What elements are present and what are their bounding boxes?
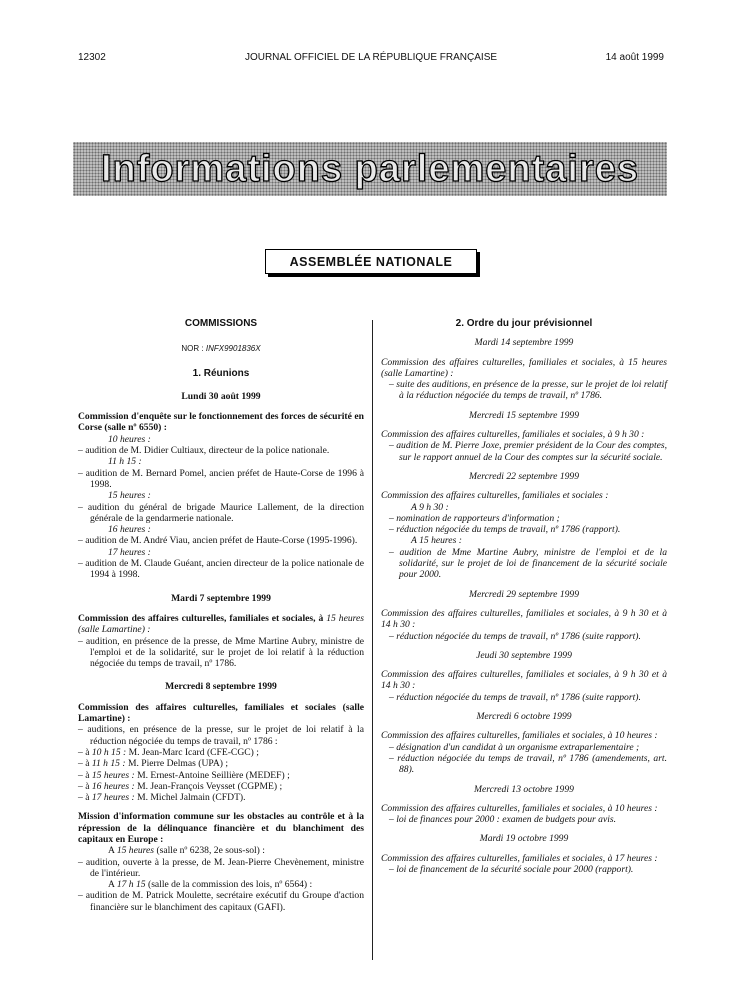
commission-name: Commission des affaires culturelles, familiales et sociales, à	[78, 612, 324, 624]
time-slot: 16 heures :	[108, 524, 151, 536]
audition-time: 15 heures :	[91, 769, 135, 781]
section-reunions: 1. Réunions	[192, 367, 250, 379]
agenda-item: – audition, ouverte à la presse, de M. Jean-Pierre Chevènement, ministre de l'intérieur.	[78, 856, 364, 879]
assembly-box	[265, 249, 477, 274]
agenda-item: – réduction négociée du temps de travail, nº 1786 (suite rapport).	[389, 630, 641, 642]
audition-entry: – à 11 h 15 : M. Pierre Delmas (UPA) ;	[78, 758, 229, 770]
agenda-item: – audition de M. Didier Cultiaux, directeur de la police nationale.	[78, 445, 330, 457]
banner-title: Informations parlementaires	[100, 147, 640, 190]
audition-person: M. Ernest-Antoine Seillière (MEDEF) ;	[137, 769, 290, 781]
room-info: (salle nº 6238, 2e sous-sol) :	[156, 845, 265, 857]
left-column	[78, 318, 364, 913]
date-heading: Mercredi 13 octobre 1999	[474, 783, 574, 795]
time-slot: A 15 heures (salle nº 6238, 2e sous-sol) :	[108, 845, 265, 857]
time-slot: 11 h 15 :	[108, 456, 142, 468]
commission-title: Commission des affaires culturelles, familiales et sociales, à 9 h 30 et à 14 h 30 :	[381, 607, 667, 631]
time-value: 17 h 15	[116, 879, 146, 891]
time-value: 15 heures	[116, 845, 155, 857]
section-ordre-du-jour: 2. Ordre du jour prévisionnel	[455, 318, 593, 329]
agenda-item: – audition de Mme Martine Aubry, ministre de l'emploi et de la solidarité, sur le projet de loi de financement de la sécurité sociale pour 2000.	[389, 546, 667, 581]
audition-entry: – à 17 heures : M. Michel Jalmain (CFDT).	[78, 792, 246, 804]
mission-title: Mission d'information commune sur les obstacles au contrôle et à la répression de la délinquance financière et du blanchiment des capitaux en Europe :	[78, 811, 364, 845]
nor-reference	[78, 343, 364, 354]
agenda-item: – audition de M. Bernard Pomel, ancien préfet de Haute-Corse de 1996 à 1998.	[78, 467, 364, 490]
date-heading: Mercredi 22 septembre 1999	[468, 470, 580, 482]
commission-time: 15 heures (salle Lamartine) :	[78, 612, 364, 636]
section-banner	[73, 142, 667, 196]
audition-entry: – à 16 heures : M. Jean-François Veysset (CGPME) ;	[78, 780, 283, 792]
audition-entry: – à 10 h 15 : M. Jean-Marc Icard (CFE-CGC) ;	[78, 746, 259, 758]
commission-title: Commission des affaires culturelles, familiales et sociales, à 17 heures :	[381, 852, 658, 864]
agenda-item: – loi de financement de la sécurité sociale pour 2000 (rapport).	[389, 863, 634, 875]
audition-person: M. Pierre Delmas (UPA) ;	[127, 758, 229, 770]
date-heading: Mardi 14 septembre 1999	[474, 337, 574, 349]
agenda-item: – audition de M. André Viau, ancien préfet de Haute-Corse (1995-1996).	[78, 535, 358, 547]
commissions-heading: COMMISSIONS	[184, 318, 258, 329]
date-heading: Mercredi 8 septembre 1999	[165, 681, 277, 693]
time-slot: 17 heures :	[108, 546, 151, 558]
agenda-item: – réduction négociée du temps de travail, nº 1786 (rapport).	[389, 524, 621, 536]
assembly-title: ASSEMBLÉE NATIONALE	[289, 254, 453, 269]
commission-title: Commission d'enquête sur le fonctionnement des forces de sécurité en Corse (salle nº 6550) :	[78, 411, 364, 434]
agenda-item: – réduction négociée du temps de travail, nº 1786 (suite rapport).	[389, 691, 641, 703]
column-divider	[372, 320, 373, 960]
audition-person: M. Jean-François Veysset (CGPME) ;	[137, 780, 283, 792]
agenda-item: – suite des auditions, en présence de la presse, sur le projet de loi relatif à la réduction négociée du temps de travail, nº 1786.	[389, 379, 667, 402]
commission-title	[78, 613, 364, 636]
agenda-item: – audition de M. Pierre Joxe, premier président de la Cour des comptes, sur le rapport annuel de la Cour des comptes sur la sécurité sociale.	[389, 440, 667, 463]
room-info: (salle de la commission des lois, nº 6564) :	[148, 879, 313, 891]
date-heading: Jeudi 30 septembre 1999	[476, 649, 572, 661]
commission-title: Commission des affaires culturelles, familiales et sociales (salle Lamartine) :	[78, 701, 364, 725]
commission-title: Commission des affaires culturelles, familiales et sociales, à 9 h 30 et à 14 h 30 :	[381, 669, 667, 692]
date-heading: Mardi 7 septembre 1999	[171, 592, 271, 604]
journal-title: JOURNAL OFFICIEL DE LA RÉPUBLIQUE FRANÇAISE	[244, 52, 498, 63]
commission-title: Commission des affaires culturelles, familiales et sociales, à 15 heures (salle Lamartine) :	[381, 356, 667, 379]
date-heading: Lundi 30 août 1999	[181, 390, 261, 402]
date-heading: Mercredi 29 septembre 1999	[468, 588, 580, 600]
agenda-item: – nomination de rapporteurs d'information ;	[389, 512, 560, 524]
issue-date: 14 août 1999	[605, 52, 664, 63]
time-slot: A 15 heures :	[411, 535, 462, 547]
agenda-item: – audition, en présence de la presse, de Mme Martine Aubry, ministre de l'emploi et de la solidarité, sur le projet de loi relatif à la réduction négociée du temps de travail, nº 1786.	[78, 635, 364, 670]
time-slot: A 17 h 15 (salle de la commission des lois, nº 6564) :	[108, 879, 313, 891]
page-header	[78, 52, 664, 68]
audition-time: 11 h 15 :	[91, 758, 126, 770]
commission-title: Commission des affaires culturelles, familiales et sociales, à 9 h 30 :	[381, 429, 645, 441]
audition-person: M. Michel Jalmain (CFDT).	[137, 792, 246, 804]
page-number: 12302	[78, 52, 106, 63]
time-slot: 15 heures :	[108, 490, 151, 502]
agenda-item: – audition de M. Claude Guéant, ancien directeur de la police nationale de 1994 à 1998.	[78, 558, 364, 581]
audition-time: 10 h 15 :	[91, 746, 127, 758]
agenda-item: – audition du général de brigade Maurice Lallement, de la direction générale de la gendarmerie nationale.	[78, 501, 364, 524]
agenda-item: – désignation d'un candidat à un organisme extraparlementaire ;	[389, 741, 640, 753]
commission-title: Commission des affaires culturelles, familiales et sociales :	[381, 490, 609, 502]
time-slot: 10 heures :	[108, 433, 151, 445]
date-heading: Mercredi 15 septembre 1999	[468, 409, 580, 421]
agenda-item: – loi de finances pour 2000 : examen de budgets pour avis.	[389, 814, 617, 826]
time-slot: A 9 h 30 :	[411, 501, 449, 513]
date-heading: Mercredi 6 octobre 1999	[476, 711, 572, 723]
audition-time: 16 heures :	[91, 780, 135, 792]
right-column	[381, 318, 667, 875]
date-heading: Mardi 19 octobre 1999	[479, 833, 569, 845]
nor-code: INFX9901836X	[205, 344, 261, 354]
audition-entry: – à 15 heures : M. Ernest-Antoine Seillière (MEDEF) ;	[78, 769, 290, 781]
audition-time: 17 heures :	[91, 792, 135, 804]
agenda-item: – audition de M. Patrick Moulette, secrétaire exécutif du Groupe d'action financière sur le blanchiment des capitaux (GAFI).	[78, 890, 364, 913]
commission-title: Commission des affaires culturelles, familiales et sociales, à 10 heures :	[381, 802, 658, 814]
commission-title: Commission des affaires culturelles, familiales et sociales, à 10 heures :	[381, 730, 658, 742]
audition-person: M. Jean-Marc Icard (CFE-CGC) ;	[128, 746, 259, 758]
agenda-item: – réduction négociée du temps de travail, nº 1786 (amendements, art. 88).	[389, 752, 667, 776]
nor-label: NOR :	[181, 344, 204, 354]
agenda-item: – auditions, en présence de la presse, sur le projet de loi relatif à la réduction négociée du temps de travail, nº 1786 :	[78, 724, 364, 747]
